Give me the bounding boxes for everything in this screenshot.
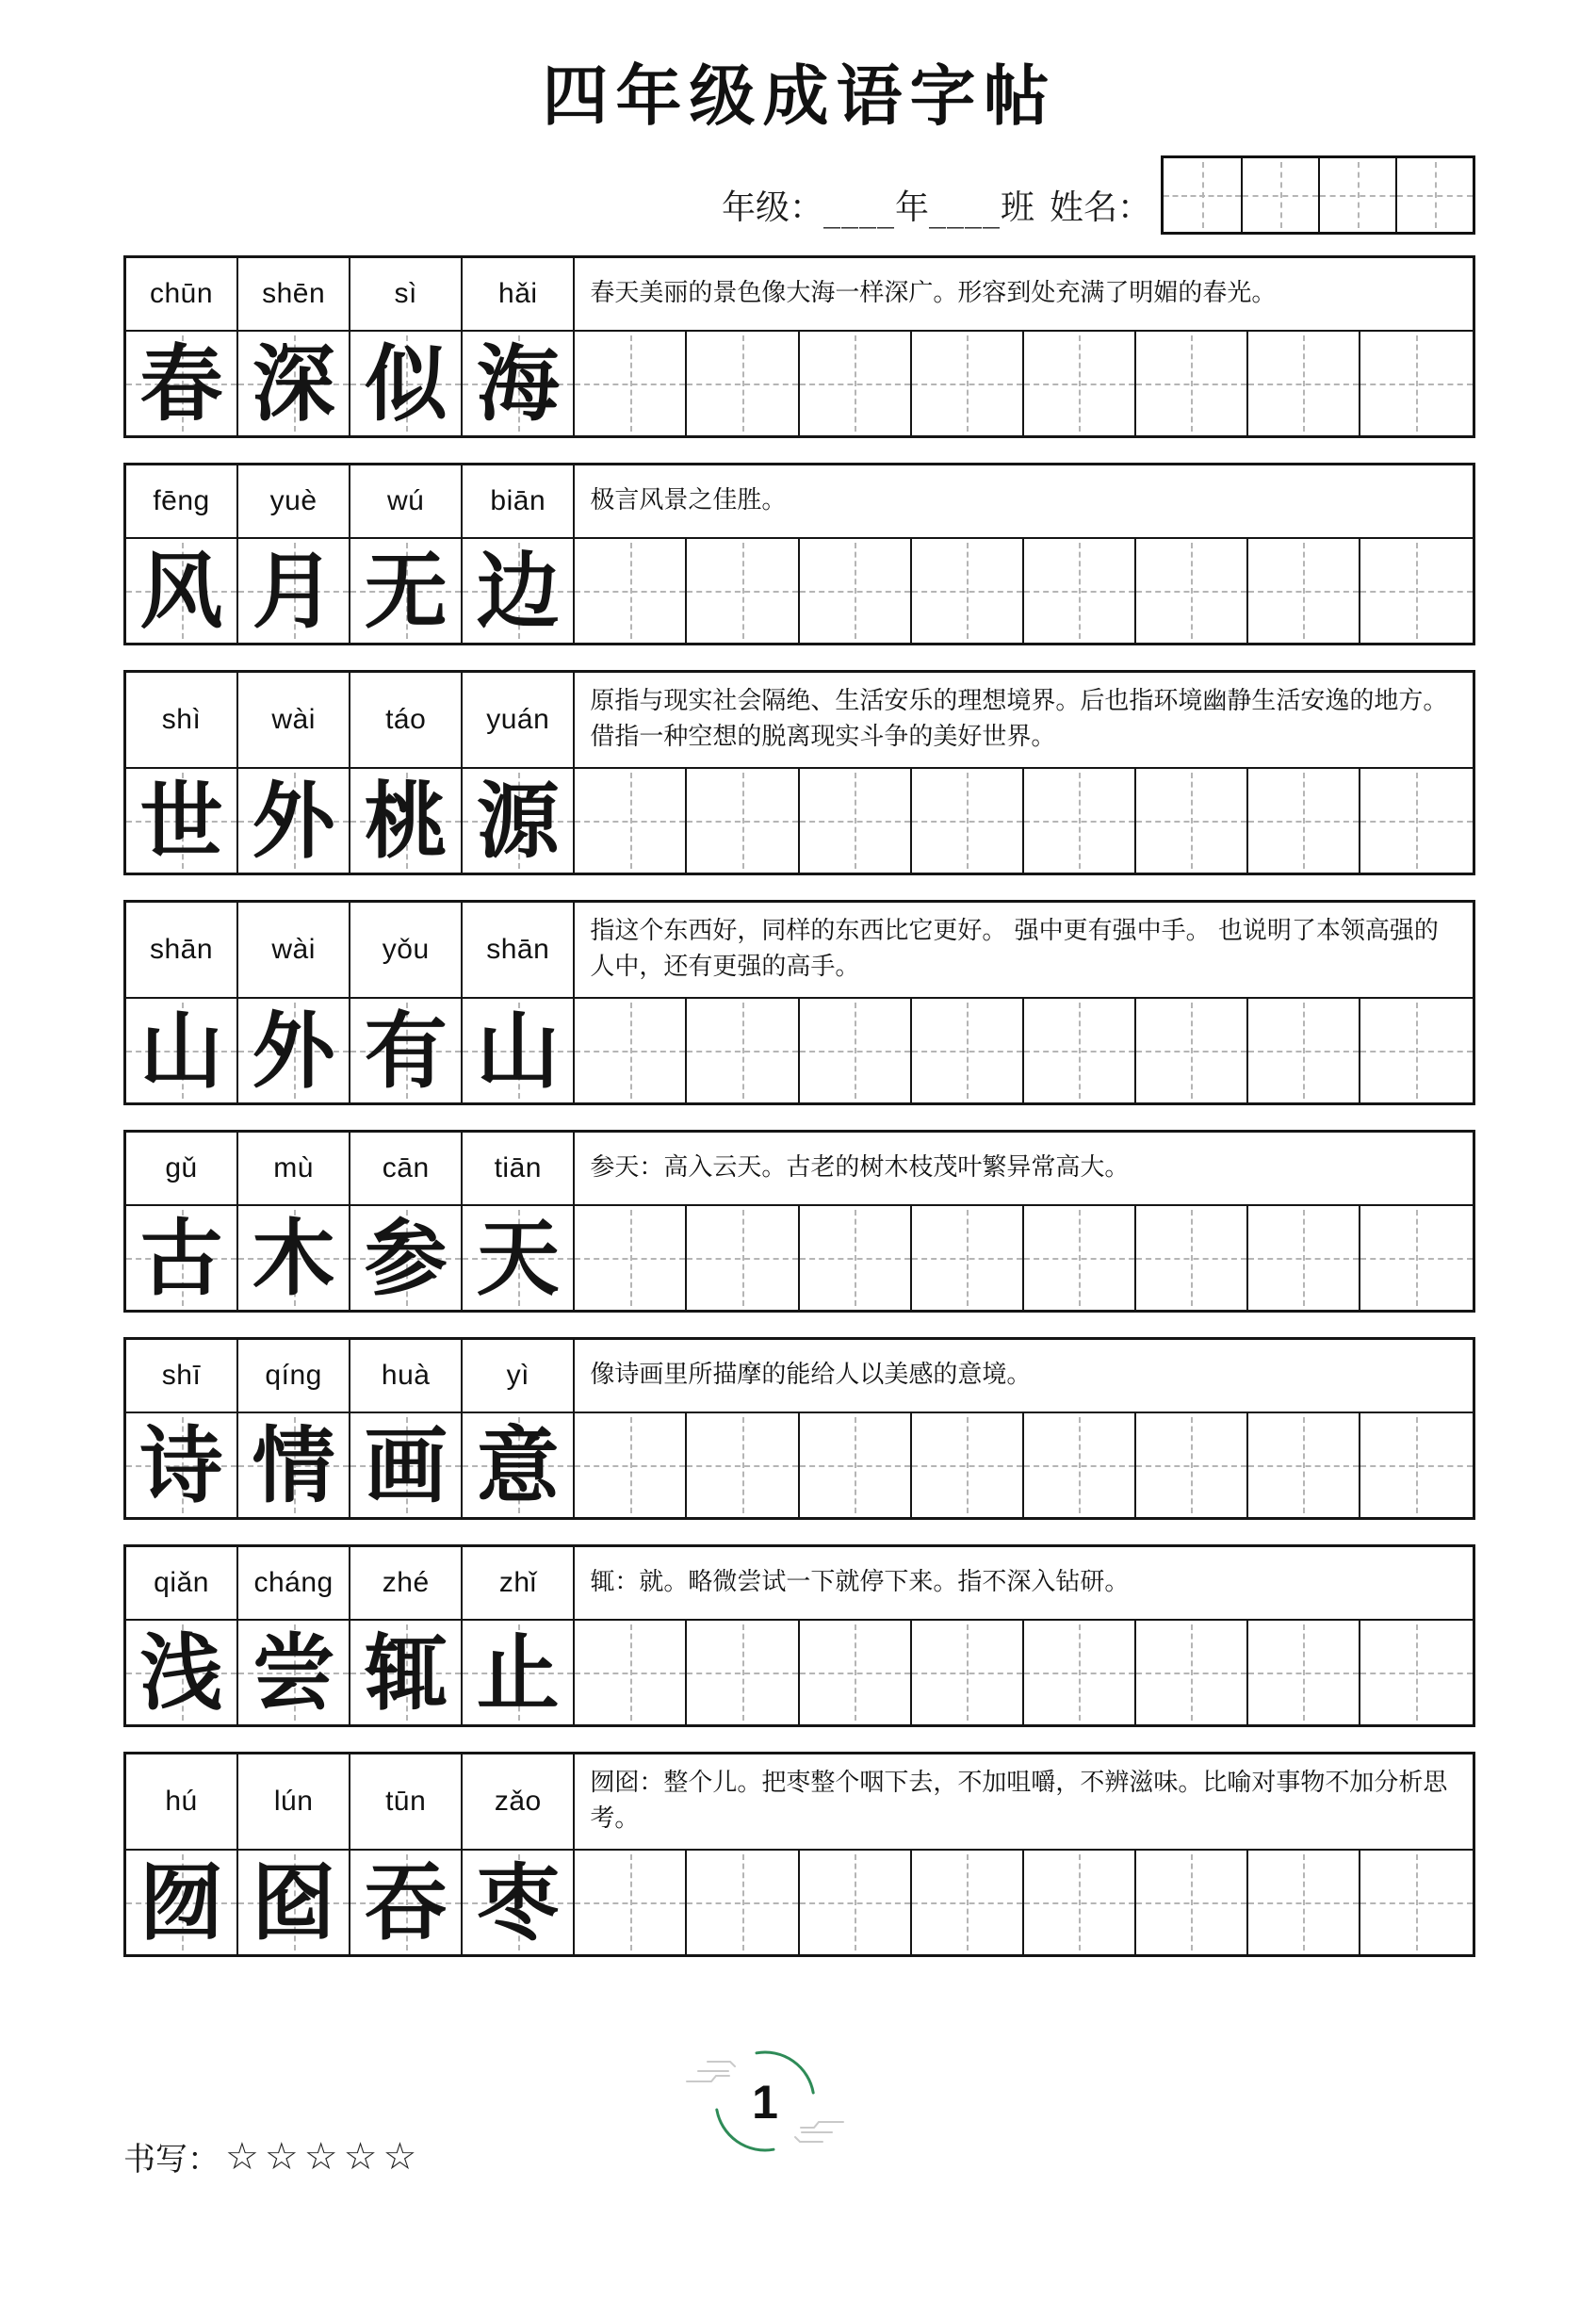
practice-cell: [1136, 999, 1248, 1102]
hanzi-character: 源: [476, 772, 560, 870]
hanzi-cell: [350, 999, 463, 1102]
hanzi-cell: [126, 1206, 238, 1310]
pinyin-row: [126, 903, 1473, 997]
hanzi-character: 天: [476, 1209, 560, 1307]
pinyin-cell: shēn: [238, 258, 350, 330]
pinyin-cell: shī: [126, 1340, 238, 1412]
hanzi-character: 吞: [364, 1853, 448, 1951]
practice-cell: [575, 999, 687, 1102]
hanzi-cell: [350, 769, 463, 873]
hanzi-character: 海: [476, 335, 560, 432]
name-grid: [1161, 155, 1475, 235]
practice-cell: [800, 999, 912, 1102]
practice-cell: [1024, 1621, 1136, 1724]
practice-cell: [1136, 1621, 1248, 1724]
idiom-blocks: [123, 255, 1475, 1957]
hanzi-character: 深: [252, 335, 335, 432]
pinyin-cell: fēng: [126, 465, 238, 537]
hanzi-character: 木: [252, 1209, 335, 1307]
page-number: 1: [752, 2076, 778, 2129]
hanzi-cell: [238, 332, 350, 435]
cloud-icon: [795, 2122, 843, 2142]
hanzi-cell: [463, 539, 575, 643]
pinyin-row: [126, 1340, 1473, 1412]
idiom-table: [123, 1544, 1475, 1727]
character-row: [126, 1204, 1473, 1310]
practice-cell: [687, 332, 799, 435]
student-info-header: [123, 155, 1475, 235]
practice-cell: [1248, 999, 1360, 1102]
worksheet-page: [0, 43, 1596, 1957]
pinyin-row: [126, 673, 1473, 767]
practice-cell: [1136, 332, 1248, 435]
pinyin-cell: shān: [126, 903, 238, 997]
page-number-ornament: [685, 2043, 845, 2160]
year-label: 年: [894, 188, 929, 227]
practice-cell: [1360, 539, 1473, 643]
hanzi-cell: [463, 1851, 575, 1954]
character-row: [126, 1849, 1473, 1954]
name-cell: [1318, 158, 1395, 232]
hanzi-cell: [238, 1851, 350, 1954]
practice-cell: [1360, 1851, 1473, 1954]
hanzi-character: 无: [364, 542, 448, 640]
pinyin-cell: hǎi: [463, 258, 575, 330]
hanzi-cell: [238, 1413, 350, 1517]
hanzi-cell: [238, 769, 350, 873]
hanzi-character: 意: [476, 1416, 560, 1514]
hanzi-character: 止: [476, 1624, 560, 1722]
class-label: 班: [1000, 188, 1034, 227]
practice-cell: [1360, 1206, 1473, 1310]
pinyin-cell: zǎo: [463, 1754, 575, 1849]
hanzi-cell: [463, 999, 575, 1102]
practice-cell: [687, 999, 799, 1102]
hanzi-cell: [126, 1851, 238, 1954]
practice-cell: [687, 1621, 799, 1724]
writing-score: [123, 2133, 422, 2179]
character-row: [126, 997, 1473, 1102]
practice-cell: [1248, 1851, 1360, 1954]
pinyin-cell: wài: [238, 673, 350, 767]
pinyin-cell: chūn: [126, 258, 238, 330]
hanzi-character: 古: [139, 1209, 223, 1307]
practice-cell: [912, 1621, 1024, 1724]
practice-cell: [800, 539, 912, 643]
writing-label: 书写：: [123, 2141, 220, 2179]
practice-cell: [1136, 1413, 1248, 1517]
pinyin-cell: mù: [238, 1133, 350, 1204]
hanzi-character: 枣: [476, 1853, 560, 1951]
hanzi-character: 桃: [364, 772, 448, 870]
practice-cell: [1136, 539, 1248, 643]
practice-cell: [1360, 1621, 1473, 1724]
pinyin-cell: hú: [126, 1754, 238, 1849]
practice-cell: [800, 332, 912, 435]
practice-cell: [575, 1206, 687, 1310]
practice-cell: [1248, 1206, 1360, 1310]
practice-cell: [1360, 999, 1473, 1102]
pinyin-cell: qíng: [238, 1340, 350, 1412]
practice-cell: [1248, 1413, 1360, 1517]
hanzi-character: 外: [252, 772, 335, 870]
hanzi-cell: [463, 1206, 575, 1310]
practice-cell: [575, 1413, 687, 1517]
practice-cell: [800, 1413, 912, 1517]
practice-cell: [1248, 332, 1360, 435]
hanzi-cell: [126, 1413, 238, 1517]
class-blank-line: ____: [928, 190, 1001, 229]
hanzi-character: 囫: [139, 1853, 223, 1951]
name-cell: [1395, 158, 1473, 232]
idiom-table: [123, 670, 1475, 875]
pinyin-cell: táo: [350, 673, 463, 767]
pinyin-cell: gǔ: [126, 1133, 238, 1204]
definition-cell: 极言风景之佳胜。: [590, 486, 787, 515]
practice-cell: [575, 769, 687, 873]
idiom-table: [123, 463, 1475, 645]
star-rating: ☆☆☆☆☆: [225, 2134, 423, 2179]
character-row: [126, 537, 1473, 643]
hanzi-character: 山: [476, 1002, 560, 1100]
hanzi-character: 山: [139, 1002, 223, 1100]
pinyin-cell: yì: [463, 1340, 575, 1412]
practice-cell: [1136, 1851, 1248, 1954]
hanzi-character: 辄: [364, 1624, 448, 1722]
practice-cell: [912, 332, 1024, 435]
hanzi-character: 尝: [252, 1624, 335, 1722]
pinyin-row: [126, 465, 1473, 537]
pinyin-cell: huà: [350, 1340, 463, 1412]
hanzi-character: 春: [139, 335, 223, 432]
pinyin-cell: shān: [463, 903, 575, 997]
pinyin-row: [126, 1547, 1473, 1619]
hanzi-cell: [350, 1621, 463, 1724]
practice-cell: [1360, 769, 1473, 873]
practice-cell: [575, 1621, 687, 1724]
hanzi-character: 浅: [139, 1624, 223, 1722]
hanzi-cell: [463, 332, 575, 435]
hanzi-cell: [463, 1621, 575, 1724]
practice-cell: [912, 1206, 1024, 1310]
pinyin-cell: sì: [350, 258, 463, 330]
pinyin-cell: cháng: [238, 1547, 350, 1619]
hanzi-character: 囵: [252, 1853, 335, 1951]
hanzi-cell: [350, 1851, 463, 1954]
pinyin-cell: lún: [238, 1754, 350, 1849]
hanzi-cell: [126, 539, 238, 643]
idiom-table: [123, 255, 1475, 438]
pinyin-cell: yuán: [463, 673, 575, 767]
hanzi-character: 边: [476, 542, 560, 640]
hanzi-character: 情: [252, 1416, 335, 1514]
practice-cell: [687, 1206, 799, 1310]
definition-cell: 指这个东西好，同样的东西比它更好。 强中更有强中手。 也说明了本领高强的人中，还有更强的高手。: [590, 917, 1439, 981]
practice-cell: [687, 769, 799, 873]
practice-cell: [1024, 539, 1136, 643]
idiom-table: [123, 1752, 1475, 1957]
hanzi-character: 画: [364, 1416, 448, 1514]
practice-cell: [1024, 1413, 1136, 1517]
practice-cell: [1024, 1851, 1136, 1954]
idiom-table: [123, 1337, 1475, 1520]
hanzi-cell: [350, 539, 463, 643]
definition-cell: 辄：就。略微尝试一下就停下来。指不深入钻研。: [590, 1568, 1130, 1597]
definition-cell: 春天美丽的景色像大海一样深广。形容到处充满了明媚的春光。: [590, 279, 1277, 308]
definition-cell: 像诗画里所描摩的能给人以美感的意境。: [590, 1361, 1032, 1390]
pinyin-cell: zhé: [350, 1547, 463, 1619]
grade-label: 年级：: [721, 188, 823, 227]
practice-cell: [1248, 539, 1360, 643]
hanzi-cell: [350, 1206, 463, 1310]
hanzi-cell: [463, 1413, 575, 1517]
practice-cell: [687, 1851, 799, 1954]
hanzi-character: 参: [364, 1209, 448, 1307]
pinyin-cell: qiǎn: [126, 1547, 238, 1619]
practice-cell: [1024, 1206, 1136, 1310]
practice-cell: [575, 332, 687, 435]
practice-cell: [912, 1413, 1024, 1517]
practice-cell: [1024, 769, 1136, 873]
hanzi-cell: [238, 539, 350, 643]
idiom-table: [123, 1130, 1475, 1313]
practice-cell: [800, 1621, 912, 1724]
character-row: [126, 330, 1473, 435]
pinyin-cell: yǒu: [350, 903, 463, 997]
hanzi-character: 有: [364, 1002, 448, 1100]
pinyin-cell: cān: [350, 1133, 463, 1204]
pinyin-cell: shì: [126, 673, 238, 767]
hanzi-cell: [238, 1206, 350, 1310]
practice-cell: [912, 769, 1024, 873]
definition-cell: 原指与现实社会隔绝、生活安乐的理想境界。后也指环境幽静生活安逸的地方。借指一种空想的脱离现实斗争的美好世界。: [590, 687, 1448, 751]
pinyin-cell: zhǐ: [463, 1547, 575, 1619]
practice-cell: [912, 1851, 1024, 1954]
character-row: [126, 1619, 1473, 1724]
pinyin-row: [126, 258, 1473, 330]
practice-cell: [912, 999, 1024, 1102]
definition-cell: 参天：高入云天。古老的树木枝茂叶繁异常高大。: [590, 1153, 1130, 1183]
pinyin-cell: yuè: [238, 465, 350, 537]
hanzi-cell: [350, 1413, 463, 1517]
practice-cell: [1136, 1206, 1248, 1310]
practice-cell: [575, 1851, 687, 1954]
hanzi-cell: [126, 332, 238, 435]
hanzi-character: 外: [252, 1002, 335, 1100]
practice-cell: [800, 769, 912, 873]
pinyin-cell: biān: [463, 465, 575, 537]
practice-cell: [800, 1851, 912, 1954]
name-cell: [1164, 158, 1241, 232]
pinyin-cell: tūn: [350, 1754, 463, 1849]
practice-cell: [1360, 1413, 1473, 1517]
pinyin-cell: wú: [350, 465, 463, 537]
hanzi-character: 月: [252, 542, 335, 640]
hanzi-cell: [350, 332, 463, 435]
grade-blank-line: ____: [822, 190, 895, 229]
pinyin-row: [126, 1133, 1473, 1204]
pinyin-cell: tiān: [463, 1133, 575, 1204]
page-title: 四年级成语字帖: [542, 57, 1057, 135]
hanzi-cell: [126, 769, 238, 873]
name-cell: [1241, 158, 1318, 232]
pinyin-row: [126, 1754, 1473, 1849]
practice-cell: [687, 539, 799, 643]
hanzi-cell: [126, 999, 238, 1102]
hanzi-character: 诗: [139, 1416, 223, 1514]
name-label: 姓名：: [1049, 188, 1151, 227]
practice-cell: [1360, 332, 1473, 435]
hanzi-character: 似: [364, 335, 448, 432]
practice-cell: [1136, 769, 1248, 873]
cloud-icon: [687, 2062, 735, 2081]
character-row: [126, 767, 1473, 873]
pinyin-cell: wài: [238, 903, 350, 997]
hanzi-character: 风: [139, 542, 223, 640]
hanzi-cell: [463, 769, 575, 873]
practice-cell: [1248, 769, 1360, 873]
hanzi-character: 世: [139, 772, 223, 870]
practice-cell: [575, 539, 687, 643]
practice-cell: [687, 1413, 799, 1517]
practice-cell: [1024, 332, 1136, 435]
character-row: [126, 1412, 1473, 1517]
hanzi-cell: [238, 999, 350, 1102]
practice-cell: [912, 539, 1024, 643]
definition-cell: 囫囵：整个儿。把枣整个咽下去，不加咀嚼，不辨滋味。比喻对事物不加分析思考。: [590, 1769, 1448, 1833]
practice-cell: [1248, 1621, 1360, 1724]
practice-cell: [1024, 999, 1136, 1102]
hanzi-cell: [126, 1621, 238, 1724]
idiom-table: [123, 900, 1475, 1105]
hanzi-cell: [238, 1621, 350, 1724]
practice-cell: [800, 1206, 912, 1310]
